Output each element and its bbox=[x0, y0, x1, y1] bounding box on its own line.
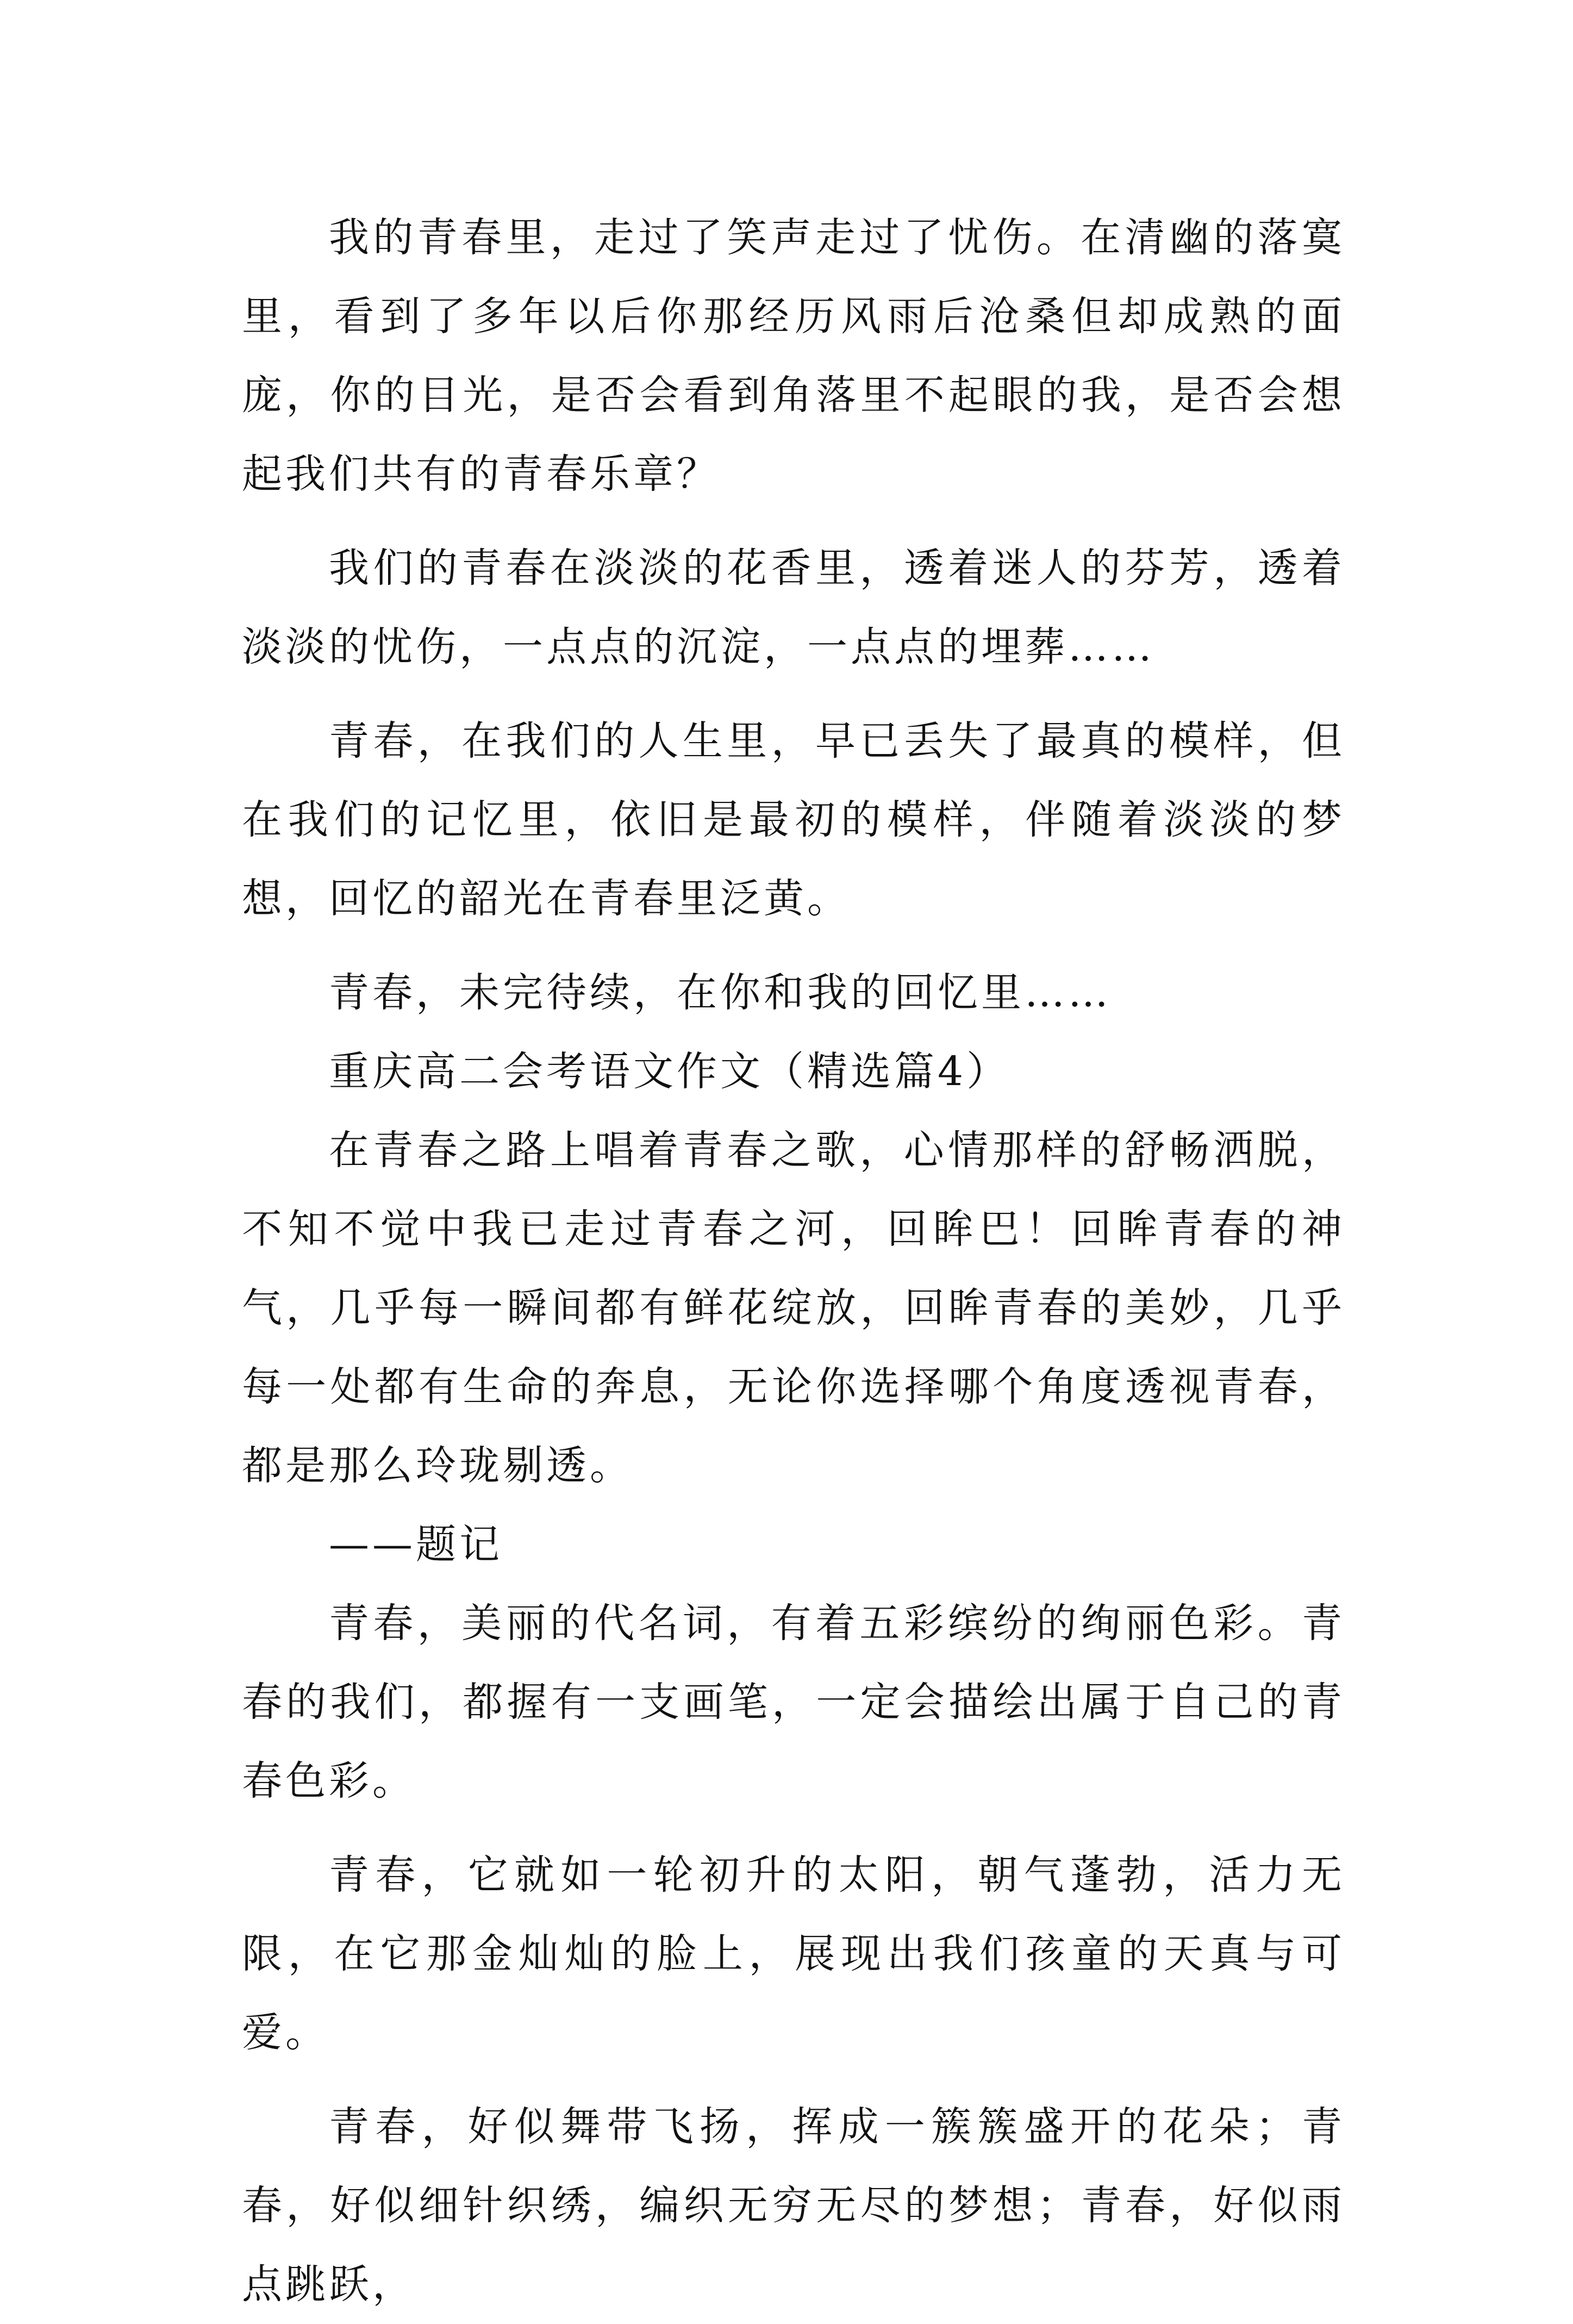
paragraph-7: 青春，它就如一轮初升的太阳，朝气蓬勃，活力无限，在它那金灿灿的脸上，展现出我们孩童的天真与可爱。 bbox=[242, 1852, 1345, 2056]
paragraph-2: 我们的青春在淡淡的花香里，透着迷人的芬芳，透着淡淡的忧伤，一点点的沉淀，一点点的埋葬…… bbox=[242, 545, 1345, 670]
paragraph-3: 青春，在我们的人生里，早已丢失了最真的模样，但在我们的记忆里，依旧是最初的模样，伴随着淡淡的梦想，回忆的韶光在青春里泛黄。 bbox=[242, 718, 1345, 922]
paragraph-8: 青春，好似舞带飞扬，挥成一簇簇盛开的花朵；青春，好似细针织绣，编织无穷无尽的梦想；青春，好似雨点跳跃， bbox=[242, 2103, 1345, 2308]
paragraph-6: 青春，美丽的代名词，有着五彩缤纷的绚丽色彩。青春的我们，都握有一支画笔，一定会描绘出属于自己的青春色彩。 bbox=[242, 1600, 1345, 1804]
paragraph-5: 在青春之路上唱着青春之歌，心情那样的舒畅洒脱，不知不觉中我已走过青春之河，回眸巴！回眸青春的神气，几乎每一瞬间都有鲜花绽放，回眸青春的美妙，几乎每一处都有生命的奔息，无论你选择哪个角度透视青春，都是那么玲珑剔透。 bbox=[242, 1127, 1345, 1489]
section-heading: 重庆高二会考语文作文（精选篇4） bbox=[329, 1048, 1010, 1095]
paragraph-4: 青春，未完待续，在你和我的回忆里…… bbox=[329, 969, 1112, 1016]
paragraph-1: 我的青春里，走过了笑声走过了忧伤。在清幽的落寞里，看到了多年以后你那经历风雨后沧桑但却成熟的面庞，你的目光，是否会看到角落里不起眼的我，是否会想起我们共有的青春乐章？ bbox=[242, 214, 1345, 497]
epigraph-attribution: ——题记 bbox=[329, 1521, 503, 1568]
essay-body bbox=[242, 198, 1345, 2324]
